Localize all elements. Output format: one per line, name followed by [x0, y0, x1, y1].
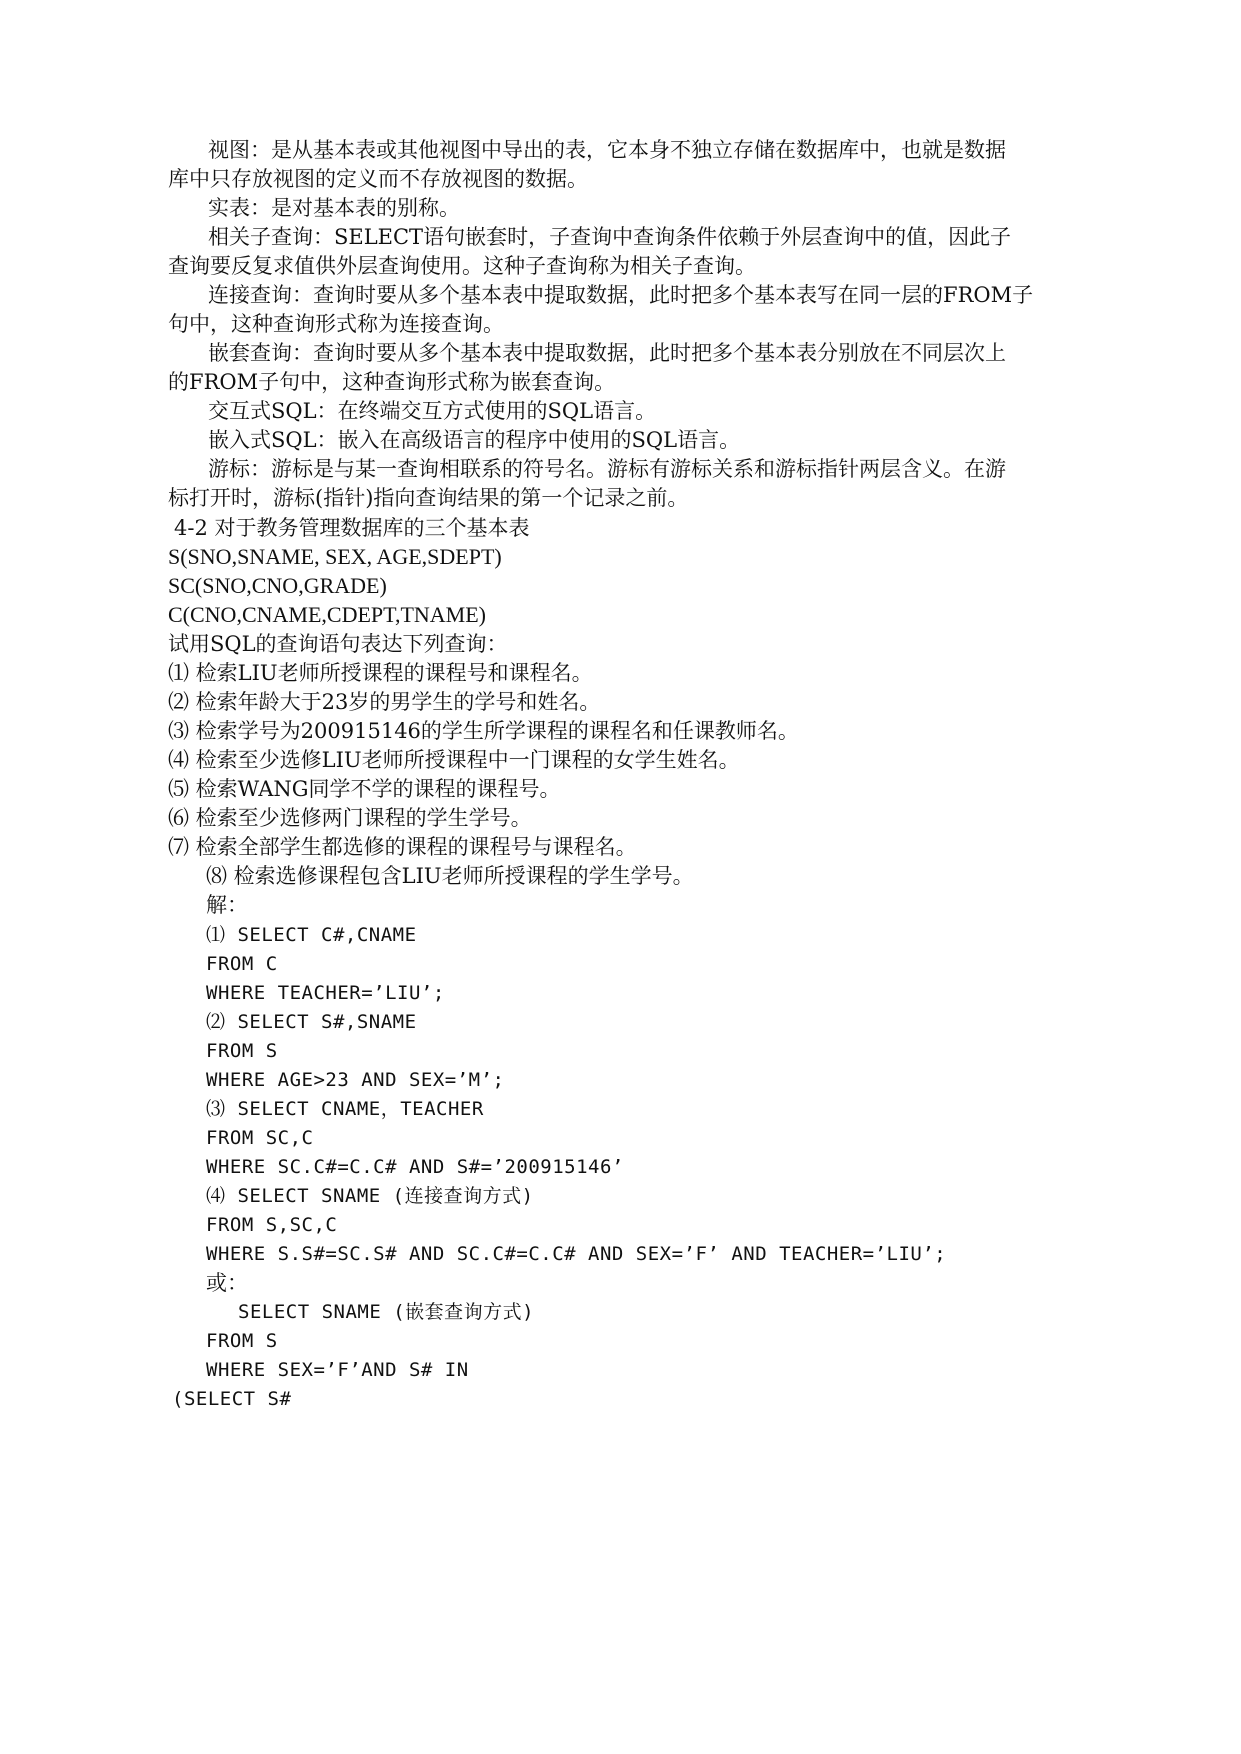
embedded-sql-definition: 嵌入式SQL：嵌入在高级语言的程序中使用的SQL语言。 [208, 428, 741, 452]
cursor-definition-line-1: 游标：游标是与某一查询相联系的符号名。游标有游标关系和游标指针两层含义。在游 [208, 457, 1006, 481]
sql-line: ⑷ SELECT SNAME (连接查询方式) [206, 1185, 534, 1207]
table-s-schema: S(SNO,SNAME, SEX, AGE,SDEPT) [168, 544, 502, 569]
correlated-subquery-line-1: 相关子查询：SELECT语句嵌套时，子查询中查询条件依赖于外层查询中的值，因此子 [208, 225, 1012, 249]
nested-query-line-2: 的FROM子句中，这种查询形式称为嵌套查询。 [168, 370, 616, 394]
exercise-instruction: 试用SQL的查询语句表达下列查询： [168, 632, 508, 656]
correlated-subquery-line-2: 查询要反复求值供外层查询使用。这种子查询称为相关子查询。 [168, 254, 756, 278]
question-item: ⑻ 检索选修课程包含LIU老师所授课程的学生学号。 [206, 864, 694, 888]
question-item: ⑺ 检索全部学生都选修的课程的课程号与课程名。 [168, 835, 637, 859]
cursor-definition-line-2: 标打开时，游标(指针)指向查询结果的第一个记录之前。 [168, 486, 689, 510]
sql-line: SELECT SNAME (嵌套查询方式) [238, 1301, 535, 1323]
sql-line: WHERE SEX=’F’AND S# IN [206, 1359, 469, 1381]
answer-label: 解： [206, 893, 248, 917]
question-item: ⑷ 检索至少选修LIU老师所授课程中一门课程的女学生姓名。 [168, 748, 740, 772]
sql-line: WHERE TEACHER=’LIU’; [206, 982, 445, 1004]
join-query-line-2: 句中，这种查询形式称为连接查询。 [168, 312, 504, 336]
exercise-heading: 4-2 对于教务管理数据库的三个基本表 [174, 516, 530, 540]
view-definition-line-1: 视图：是从基本表或其他视图中导出的表，它本身不独立存储在数据库中，也就是数据 [208, 138, 1006, 162]
alias-definition: 实表：是对基本表的别称。 [208, 196, 460, 220]
sql-line: ⑵ SELECT S#,SNAME [206, 1011, 417, 1033]
sql-line: FROM SC,C [206, 1127, 314, 1149]
table-sc-schema: SC(SNO,CNO,GRADE) [168, 573, 387, 598]
sql-line: ⑴ SELECT C#,CNAME [206, 924, 417, 946]
join-query-line-1: 连接查询：查询时要从多个基本表中提取数据，此时把多个基本表写在同一层的FROM子 [208, 283, 1034, 307]
sql-line: WHERE AGE>23 AND SEX=’M’; [206, 1069, 505, 1091]
sql-line: FROM S [206, 1330, 278, 1352]
or-label: 或： [206, 1271, 248, 1295]
sql-line: WHERE S.S#=SC.S# AND SC.C#=C.C# AND SEX=’F’ AND TEACHER=’LIU’; [206, 1243, 947, 1265]
view-definition-line-2: 库中只存放视图的定义而不存放视图的数据。 [168, 167, 588, 191]
sql-line: FROM S,SC,C [206, 1214, 338, 1236]
nested-query-line-1: 嵌套查询：查询时要从多个基本表中提取数据，此时把多个基本表分别放在不同层次上 [208, 341, 1006, 365]
sql-line: WHERE SC.C#=C.C# AND S#=’200915146’ [206, 1156, 624, 1178]
question-item: ⑹ 检索至少选修两门课程的学生学号。 [168, 806, 532, 830]
question-item: ⑶ 检索学号为200915146的学生所学课程的课程名和任课教师名。 [168, 719, 799, 743]
table-c-schema: C(CNO,CNAME,CDEPT,TNAME) [168, 602, 486, 627]
sql-line: (SELECT S# [172, 1388, 292, 1410]
question-item: ⑵ 检索年龄大于23岁的男学生的学号和姓名。 [168, 690, 601, 714]
question-item: ⑸ 检索WANG同学不学的课程的课程号。 [168, 777, 561, 801]
sql-line: FROM C [206, 953, 278, 975]
interactive-sql-definition: 交互式SQL：在终端交互方式使用的SQL语言。 [208, 399, 657, 423]
sql-line: FROM S [206, 1040, 278, 1062]
sql-line: ⑶ SELECT CNAME，TEACHER [206, 1098, 484, 1120]
question-item: ⑴ 检索LIU老师所授课程的课程号和课程名。 [168, 661, 593, 685]
